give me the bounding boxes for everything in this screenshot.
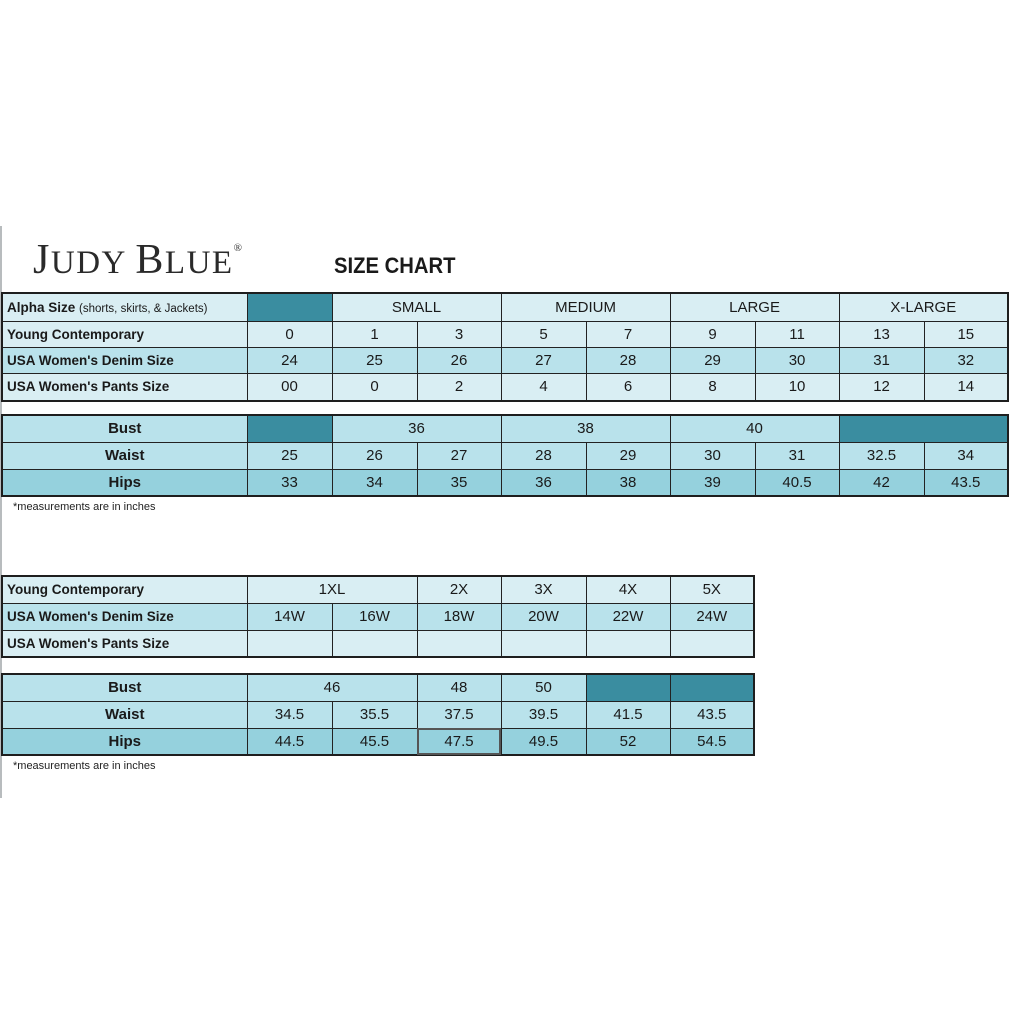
- young-contemporary-label: Young Contemporary: [2, 321, 247, 347]
- table-cell: 29: [586, 442, 670, 469]
- alpha-size-table: [1, 292, 1009, 402]
- denim-size-label: USA Women's Denim Size: [2, 603, 247, 630]
- alpha-size-label: Alpha Size (shorts, skirts, & Jackets): [2, 293, 247, 321]
- young-contemporary-label: Young Contemporary: [2, 576, 247, 603]
- table-cell: 34: [332, 469, 417, 496]
- table-cell: 3X: [501, 576, 586, 603]
- empty-cell: [670, 674, 754, 701]
- table-cell: 40.5: [755, 469, 839, 496]
- table-cell: [332, 630, 417, 657]
- selected-cell[interactable]: 47.5: [417, 728, 501, 755]
- table-cell: 35.5: [332, 701, 417, 728]
- table-cell: 39: [670, 469, 755, 496]
- table-cell: [417, 630, 501, 657]
- table-cell: 31: [839, 347, 924, 373]
- alpha-group: MEDIUM: [501, 293, 670, 321]
- bust-row: [2, 674, 754, 701]
- table-cell: 28: [586, 347, 670, 373]
- table-cell: 30: [670, 442, 755, 469]
- waist-row: [2, 442, 1008, 469]
- empty-cell: [247, 415, 332, 442]
- bust-label: Bust: [2, 415, 247, 442]
- table-cell: 6: [586, 373, 670, 401]
- table-cell: 38: [586, 469, 670, 496]
- table-cell: 26: [332, 442, 417, 469]
- table-cell: 28: [501, 442, 586, 469]
- plus-size-table: [1, 575, 755, 658]
- table-cell: 45.5: [332, 728, 417, 755]
- pants-size-label: USA Women's Pants Size: [2, 373, 247, 401]
- table-cell: 24W: [670, 603, 754, 630]
- table-cell: 24: [247, 347, 332, 373]
- pants-size-row: [2, 373, 1008, 401]
- page-title: SIZE CHART: [334, 253, 456, 278]
- table-cell: 10: [755, 373, 839, 401]
- measurements-table: [1, 414, 1009, 497]
- table-cell: 35: [417, 469, 501, 496]
- table-cell: 20W: [501, 603, 586, 630]
- hips-row: [2, 728, 754, 755]
- table-cell: 29: [670, 347, 755, 373]
- empty-cell: [839, 415, 1008, 442]
- alpha-group: SMALL: [332, 293, 501, 321]
- table-cell: [670, 630, 754, 657]
- table-cell: 1XL: [247, 576, 417, 603]
- table-cell: 32: [924, 347, 1008, 373]
- table-cell: 32.5: [839, 442, 924, 469]
- table-cell: 13: [839, 321, 924, 347]
- table-cell: 2X: [417, 576, 501, 603]
- table-cell: 34: [924, 442, 1008, 469]
- table-cell: 41.5: [586, 701, 670, 728]
- table-cell: 31: [755, 442, 839, 469]
- empty-cell: [586, 674, 670, 701]
- denim-size-row: [2, 347, 1008, 373]
- table-cell: 50: [501, 674, 586, 701]
- table-cell: 26: [417, 347, 501, 373]
- denim-size-row: [2, 603, 754, 630]
- table-cell: [501, 630, 586, 657]
- table-cell: 27: [417, 442, 501, 469]
- table-cell: 54.5: [670, 728, 754, 755]
- trademark-symbol: ®: [233, 242, 244, 254]
- table-cell: 00: [247, 373, 332, 401]
- table-cell: 39.5: [501, 701, 586, 728]
- waist-label: Waist: [2, 442, 247, 469]
- table-cell: 9: [670, 321, 755, 347]
- table-cell: 36: [332, 415, 501, 442]
- table-cell: 36: [501, 469, 586, 496]
- table-cell: 0: [247, 321, 332, 347]
- table-cell: 43.5: [670, 701, 754, 728]
- young-contemporary-row: [2, 321, 1008, 347]
- table-cell: 43.5: [924, 469, 1008, 496]
- measurement-note: *measurements are in inches: [13, 760, 156, 772]
- table-cell: 11: [755, 321, 839, 347]
- table-cell: 52: [586, 728, 670, 755]
- table-cell: 27: [501, 347, 586, 373]
- table-cell: [586, 630, 670, 657]
- alpha-group: X-LARGE: [839, 293, 1008, 321]
- table-cell: 30: [755, 347, 839, 373]
- table-cell: 34.5: [247, 701, 332, 728]
- table-cell: 4X: [586, 576, 670, 603]
- table-cell: 49.5: [501, 728, 586, 755]
- table-cell: 8: [670, 373, 755, 401]
- bust-row: [2, 415, 1008, 442]
- table-cell: 25: [247, 442, 332, 469]
- table-cell: 48: [417, 674, 501, 701]
- hips-row: [2, 469, 1008, 496]
- young-contemporary-row: [2, 576, 754, 603]
- pants-size-label: USA Women's Pants Size: [2, 630, 247, 657]
- table-cell: 0: [332, 373, 417, 401]
- hips-label: Hips: [2, 728, 247, 755]
- table-cell: 5: [501, 321, 586, 347]
- pants-size-row: [2, 630, 754, 657]
- waist-label: Waist: [2, 701, 247, 728]
- alpha-size-row: [2, 293, 1008, 321]
- table-cell: 7: [586, 321, 670, 347]
- table-cell: 16W: [332, 603, 417, 630]
- table-cell: 37.5: [417, 701, 501, 728]
- table-cell: [247, 630, 332, 657]
- plus-measurements-table: [1, 673, 755, 756]
- table-cell: 40: [670, 415, 839, 442]
- table-cell: 18W: [417, 603, 501, 630]
- table-cell: 44.5: [247, 728, 332, 755]
- table-cell: 3: [417, 321, 501, 347]
- table-cell: 15: [924, 321, 1008, 347]
- alpha-group: LARGE: [670, 293, 839, 321]
- denim-size-label: USA Women's Denim Size: [2, 347, 247, 373]
- bust-label: Bust: [2, 674, 247, 701]
- table-cell: 22W: [586, 603, 670, 630]
- table-cell: 46: [247, 674, 417, 701]
- table-cell: 25: [332, 347, 417, 373]
- table-cell: 5X: [670, 576, 754, 603]
- table-cell: 12: [839, 373, 924, 401]
- judy-blue-logo: JUDY BLUE®: [33, 237, 244, 283]
- table-cell: 42: [839, 469, 924, 496]
- table-cell: 1: [332, 321, 417, 347]
- table-cell: 2: [417, 373, 501, 401]
- table-cell: 4: [501, 373, 586, 401]
- table-cell: 38: [501, 415, 670, 442]
- table-cell: 14: [924, 373, 1008, 401]
- table-cell: 33: [247, 469, 332, 496]
- measurement-note: *measurements are in inches: [13, 501, 156, 513]
- hips-label: Hips: [2, 469, 247, 496]
- alpha-empty-cell: [247, 293, 332, 321]
- table-cell: 14W: [247, 603, 332, 630]
- waist-row: [2, 701, 754, 728]
